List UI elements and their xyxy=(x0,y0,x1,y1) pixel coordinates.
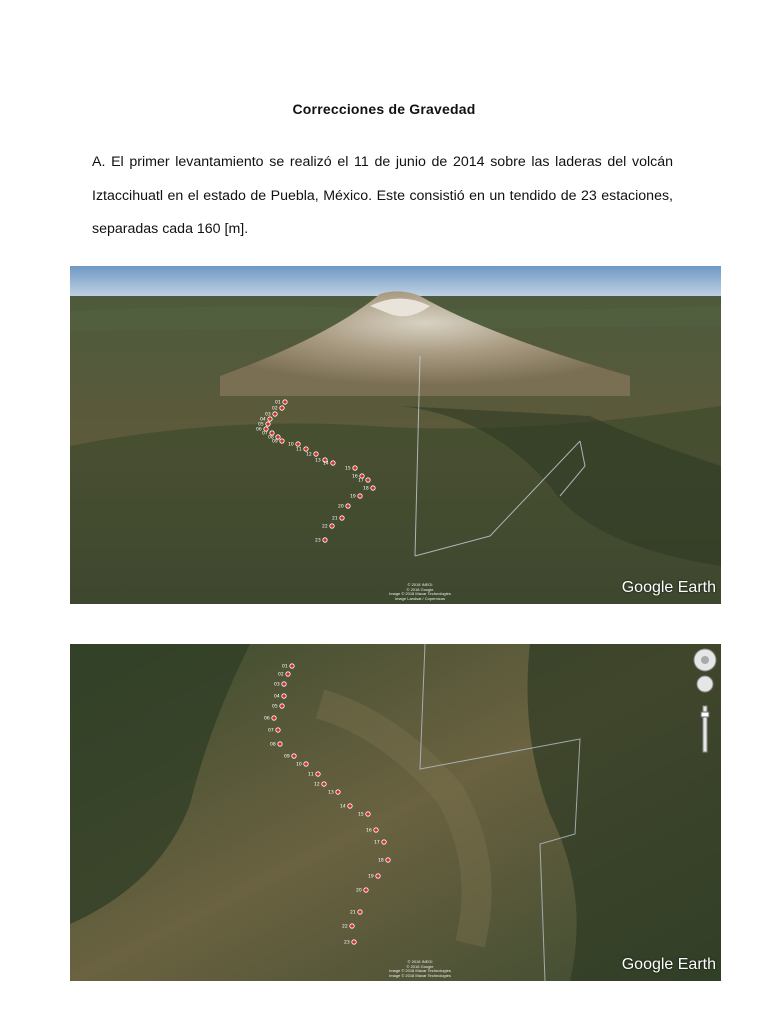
station-label: 18 xyxy=(363,486,369,492)
pan-icon xyxy=(697,676,713,692)
station-label: 16 xyxy=(352,474,358,480)
google-earth-topdown-image xyxy=(70,644,721,981)
station-label: 10 xyxy=(288,442,294,448)
station-label: 17 xyxy=(374,840,380,846)
station-label: 19 xyxy=(368,874,374,880)
station-label: 13 xyxy=(328,790,334,796)
station-label: 15 xyxy=(358,812,364,818)
station-label: 07 xyxy=(262,431,268,437)
station-label: 12 xyxy=(306,452,312,458)
station-label: 18 xyxy=(378,858,384,864)
station-label: 15 xyxy=(345,466,351,472)
station-label: 11 xyxy=(308,772,314,778)
station-label: 05 xyxy=(258,422,264,428)
station-label: 01 xyxy=(275,400,281,406)
imagery-credits: © 2018 INEGI © 2018 Google Image © 2018 Maxar Technologies Image © 2018 Maxar Technologies xyxy=(389,959,451,978)
station-label: 17 xyxy=(358,478,364,484)
station-label: 22 xyxy=(342,924,348,930)
station-label: 07 xyxy=(268,728,274,734)
station-label: 14 xyxy=(340,804,346,810)
station-label: 08 xyxy=(270,742,276,748)
terrain-oblique xyxy=(70,266,721,604)
station-label: 01 xyxy=(282,664,288,670)
station-label: 22 xyxy=(322,524,328,530)
station-label: 23 xyxy=(315,538,321,544)
station-label: 02 xyxy=(272,406,278,412)
station-label: 06 xyxy=(256,427,262,433)
station-label: 10 xyxy=(296,762,302,768)
station-label: 09 xyxy=(272,439,278,445)
station-label: 16 xyxy=(366,828,372,834)
station-label: 14 xyxy=(323,461,329,467)
station-label: 19 xyxy=(350,494,356,500)
imagery-credits: © 2018 INEGI © 2018 Google Image © 2018 Maxar Technologies Image Landsat / Copernicus xyxy=(389,582,451,601)
station-label: 03 xyxy=(265,412,271,418)
station-label: 21 xyxy=(350,910,356,916)
station-label: 23 xyxy=(344,940,350,946)
google-earth-oblique-image xyxy=(70,266,721,604)
body-paragraph: A. El primer levantamiento se realizó el 11 de junio de 2014 sobre las laderas del volcán Iztaccihuatl en el estado de Puebla, México. Este consistió en un tendido de 23 estaciones, separadas cada 160 [m]. xyxy=(92,154,673,237)
google-earth-logo: Google Earth xyxy=(621,956,716,973)
map-navigation-controls[interactable] xyxy=(691,646,719,758)
station-label: 02 xyxy=(278,672,284,678)
station-label: 05 xyxy=(272,704,278,710)
station-label: 03 xyxy=(274,682,280,688)
station-label: 20 xyxy=(338,504,344,510)
terrain-topdown xyxy=(70,644,721,981)
station-label: 08 xyxy=(268,435,274,441)
station-label: 06 xyxy=(264,716,270,722)
station-label: 20 xyxy=(356,888,362,894)
station-label: 04 xyxy=(274,694,280,700)
station-label: 11 xyxy=(296,447,302,453)
station-label: 13 xyxy=(315,458,321,464)
station-label: 04 xyxy=(260,417,266,423)
station-label: 09 xyxy=(284,754,290,760)
google-earth-logo: Google Earth xyxy=(621,579,716,596)
station-label: 12 xyxy=(314,782,320,788)
page-title: Correcciones de Gravedad xyxy=(292,101,476,117)
station-label: 21 xyxy=(332,516,338,522)
